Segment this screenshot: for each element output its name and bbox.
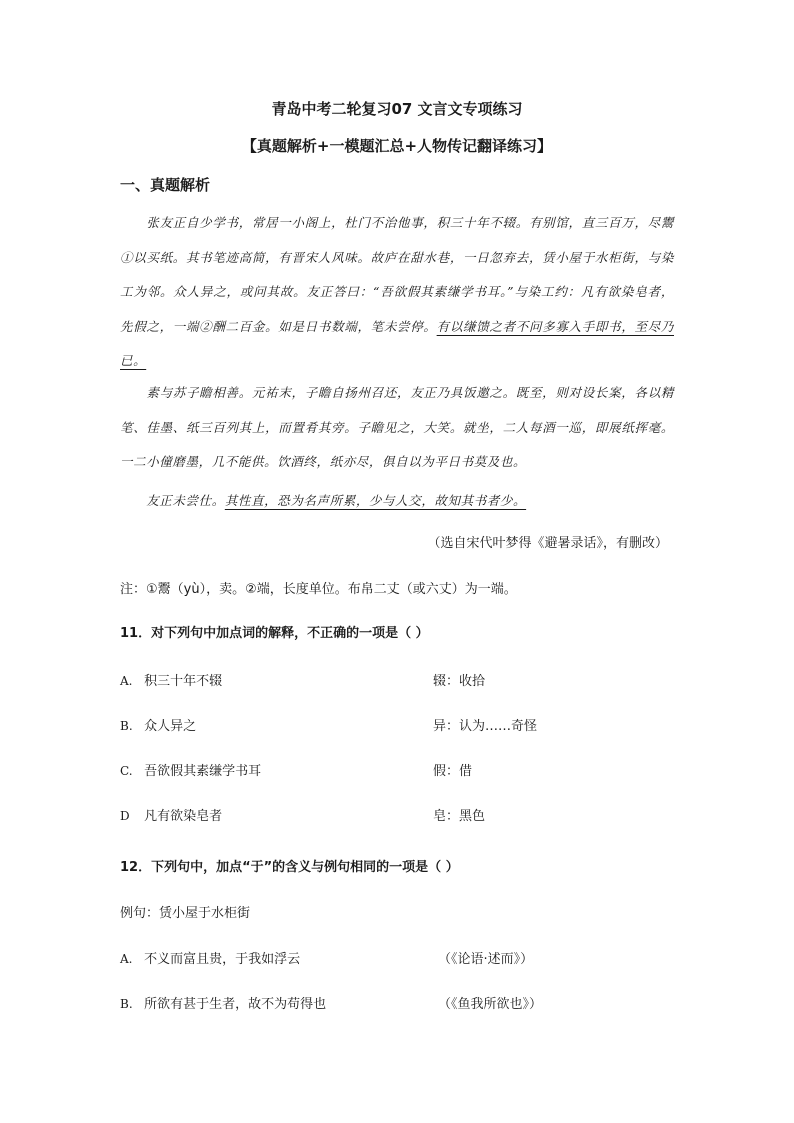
underlined-sentence: 有以缣馈之者不问多寡入手即书，至尽乃已。 xyxy=(120,318,674,368)
q11-option-a xyxy=(120,670,222,689)
option-key: C. xyxy=(120,764,133,778)
q11-option-b-answer: 异：认为……奇怪 xyxy=(433,719,538,734)
passage-paragraph-2 xyxy=(120,376,674,480)
option-key: A. xyxy=(120,952,133,966)
option-key: D xyxy=(120,809,130,823)
q11-option-b xyxy=(120,715,196,734)
document-title: 青岛中考二轮复习07 文言文专项练习 xyxy=(271,100,523,118)
section-heading: 一、真题解析 xyxy=(120,176,211,194)
q11-option-a-answer: 辍：收拾 xyxy=(433,674,486,689)
passage-text: 张友正自少学书，常居一小阁上，杜门不治他事，积三十年不辍。有别馆，直三百万，尽鬻①以买纸。其书笔迹高简，有晋宋人风味。故庐在甜水巷，一日忽弃去，赁小屋于水柜街，与染工为邻。众人异之，或问其故。友正答曰：“吾欲假其素缣学书耳。”与染工约：凡有欲染皂者，先假之，一端②酬二百金。如是日书数端，笔未尝停。 xyxy=(120,215,674,334)
option-key: B. xyxy=(120,719,133,733)
document-subtitle: 【真题解析+一模题汇总+人物传记翻译练习】 xyxy=(241,137,553,155)
option-text: 凡有欲染皂者 xyxy=(144,809,223,824)
option-text: 所欲有甚于生者，故不为苟得也 xyxy=(144,997,327,1012)
q11-option-d xyxy=(120,805,222,824)
q12-option-a xyxy=(120,948,300,967)
q11-option-d-answer: 皂：黑色 xyxy=(433,809,486,824)
option-text: 吾欲假其素缣学书耳 xyxy=(144,764,262,779)
question-12: 12．下列句中，加点“于”的含义与例句相同的一项是（ ） xyxy=(120,860,459,875)
source-citation: （选自宋代叶梦得《避暑录话》，有删改） xyxy=(427,536,668,551)
underlined-sentence: 其性直，恐为名声所累，少与人交，故知其书者少。 xyxy=(224,493,527,508)
passage-text: 素与苏子瞻相善。元祐末，子瞻自扬州召还，友正乃具饭邀之。既至，则对设长案，各以精笔、佳墨、纸三百列其上，而置肴其旁。子瞻见之，大笑。就坐，二人每酒一巡，即展纸挥毫。一二小僮磨墨，几不能供。饮酒终，纸亦尽，俱自以为平日书莫及也。 xyxy=(120,385,674,469)
q12-option-b xyxy=(120,993,326,1012)
option-key: A. xyxy=(120,674,133,688)
q11-option-c xyxy=(120,760,261,779)
option-text: 众人异之 xyxy=(144,719,197,734)
option-text: 积三十年不辍 xyxy=(144,674,223,689)
q12-option-a-source: （《论语·述而》） xyxy=(438,952,534,967)
question-11: 11．对下列句中加点词的解释，不正确的一项是（ ） xyxy=(120,626,429,641)
passage-paragraph-1 xyxy=(120,206,674,379)
q12-option-b-source: （《鱼我所欲也》） xyxy=(438,997,543,1012)
option-text: 不义而富且贵，于我如浮云 xyxy=(144,952,301,967)
option-key: B. xyxy=(120,997,133,1011)
footnote: 注：①鬻（yù），卖。②端，长度单位。布帛二丈（或六丈）为一端。 xyxy=(120,582,517,597)
passage-paragraph-3 xyxy=(120,484,674,519)
example-sentence: 例句：赁小屋于水柜街 xyxy=(120,906,251,921)
q11-option-c-answer: 假：借 xyxy=(433,764,473,779)
passage-text: 友正未尝仕。 xyxy=(146,493,225,508)
